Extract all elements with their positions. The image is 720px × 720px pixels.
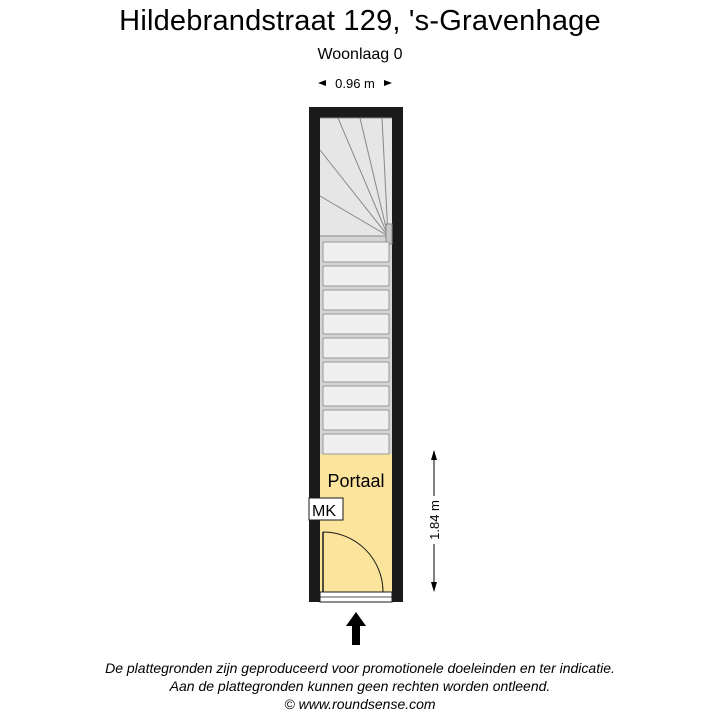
portaal-label: Portaal — [327, 471, 385, 491]
mk-label: MK — [312, 503, 336, 520]
dimension-arrow-left-icon — [318, 80, 326, 86]
dimension-arrow-down-icon — [431, 582, 437, 592]
width-label: 0.96 m — [335, 76, 375, 91]
meter-cupboard — [309, 498, 343, 520]
straight-stairs — [323, 242, 389, 454]
height-label: 1.84 m — [427, 500, 442, 540]
dimension-arrow-right-icon — [384, 80, 392, 86]
disclaimer — [0, 659, 720, 713]
entrance-arrow-icon — [346, 612, 366, 645]
page-title: Hildebrandstraat 129, 's-Gravenhage — [119, 5, 601, 37]
dimension-arrow-up-icon — [431, 450, 437, 460]
width-dimension — [318, 76, 392, 91]
floor-label: Woonlaag 0 — [317, 46, 403, 63]
winding-stairs — [320, 118, 392, 244]
disclaimer-line-1: De plattegronden zijn geproduceerd voor promotionele doeleinden en ter indicatie. — [105, 660, 615, 676]
height-dimension — [426, 450, 442, 592]
disclaimer-line-2: Aan de plattegronden kunnen geen rechten worden ontleend. — [169, 678, 551, 694]
copyright-link[interactable]: © www.roundsense.com — [284, 696, 436, 712]
